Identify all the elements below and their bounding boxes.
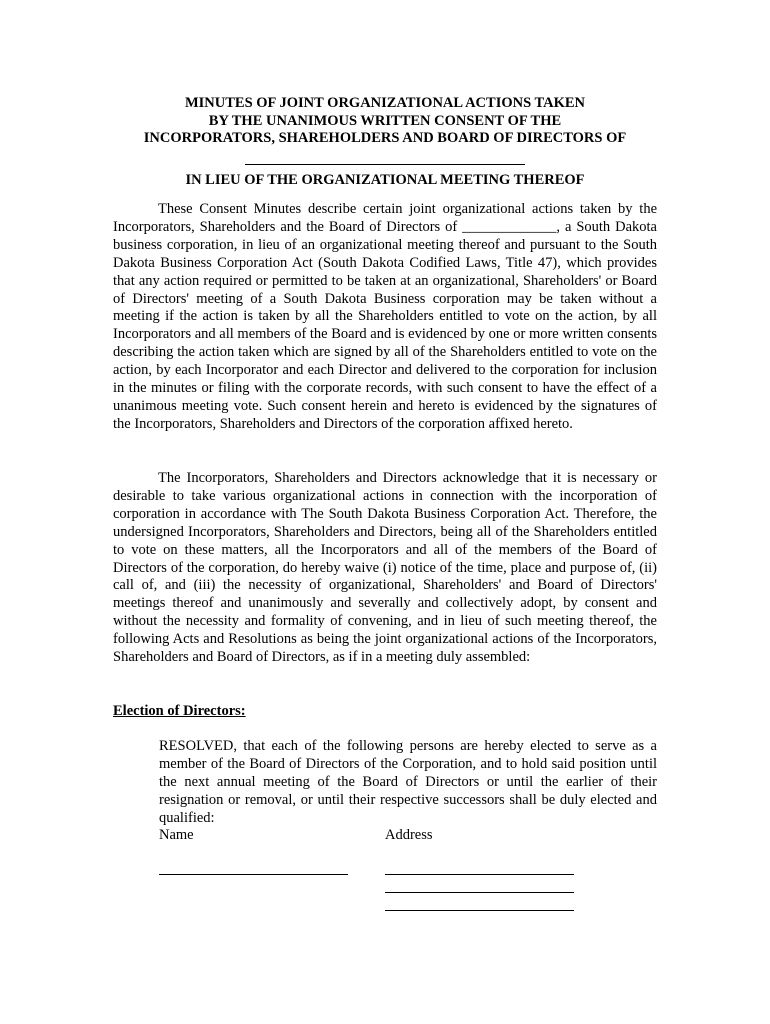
acknowledgement-paragraph: The Incorporators, Shareholders and Directors acknowledge that it is necessary or desirable to take various organizational actions in connection with the incorporation of corporation in accordance with The South Dakota Business Corporation Act. Therefore, the undersigned Incorporators, Shareholders and Directors, being all of the Shareholders entitled to vote on these matters, all the Incorporators and all of the members of the Board of Directors of the corporation, do hereby waive (i) notice of the time, place and purpose of, (ii) call of, and (iii) the necessity of organizational, Shareholders' and Board of Directors' meetings thereof and unanimously and severally and collectively adopt, by consent and without the necessity and formality of convening, and in lieu of such meeting thereof, the following Acts and Resolutions as being the joint organizational actions of the Incorporators, Shareholders and Board of Directors, as if in a meeting duly assembled: <box>113 470 657 666</box>
address-line-3 <box>385 910 574 911</box>
name-signature-line <box>159 874 348 875</box>
address-column-label: Address <box>385 827 433 843</box>
corporation-name-blank <box>245 156 525 165</box>
consent-minutes-paragraph: These Consent Minutes describe certain joint organizational actions taken by the Incorporators, Shareholders and the Board of Directors of _____________, a South Dakota business corporation, in lieu of an organizational meeting thereof and pursuant to the South Dakota Business Corporation Act (South Dakota Codified Laws, Title 47), which provides that any action required or permitted to be taken at an organizational, Shareholders' or Board of Directors' meeting of a South Dakota Business corporation may be taken without a meeting if the action is taken by all the Shareholders entitled to vote on the action, by all Incorporators and all members of the Board and is evidenced by one or more written consents describing the action taken which are signed by all of the Shareholders entitled to vote on the action, by each Incorporator and each Director and delivered to the corporation for inclusion in the minutes or filing with the corporate records, with such consent to have the effect of a unanimous meeting vote. Such consent herein and hereto is evidenced by the signatures of the Incorporators, Shareholders and Directors of the corporation affixed hereto. <box>113 201 657 432</box>
election-of-directors-heading: Election of Directors: <box>113 703 246 719</box>
resolved-paragraph: RESOLVED, that each of the following persons are hereby elected to serve as a member of the Board of Directors of the Corporation, and to hold said position until the next annual meeting of the Board of Directors or until the earlier of their resignation or removal, or until their respective successors shall be duly elected and qualified: <box>159 738 657 826</box>
document-title <box>113 95 657 189</box>
title-line-3: INCORPORATORS, SHAREHOLDERS AND BOARD OF DIRECTORS OF <box>143 130 627 146</box>
title-line-4: IN LIEU OF THE ORGANIZATIONAL MEETING THEREOF <box>185 171 585 188</box>
address-line-2 <box>385 892 574 893</box>
title-line-1: MINUTES OF JOINT ORGANIZATIONAL ACTIONS TAKEN <box>184 95 586 111</box>
address-line-1 <box>385 874 574 875</box>
title-line-2: BY THE UNANIMOUS WRITTEN CONSENT OF THE <box>208 112 562 129</box>
name-column-label: Name <box>159 827 194 843</box>
